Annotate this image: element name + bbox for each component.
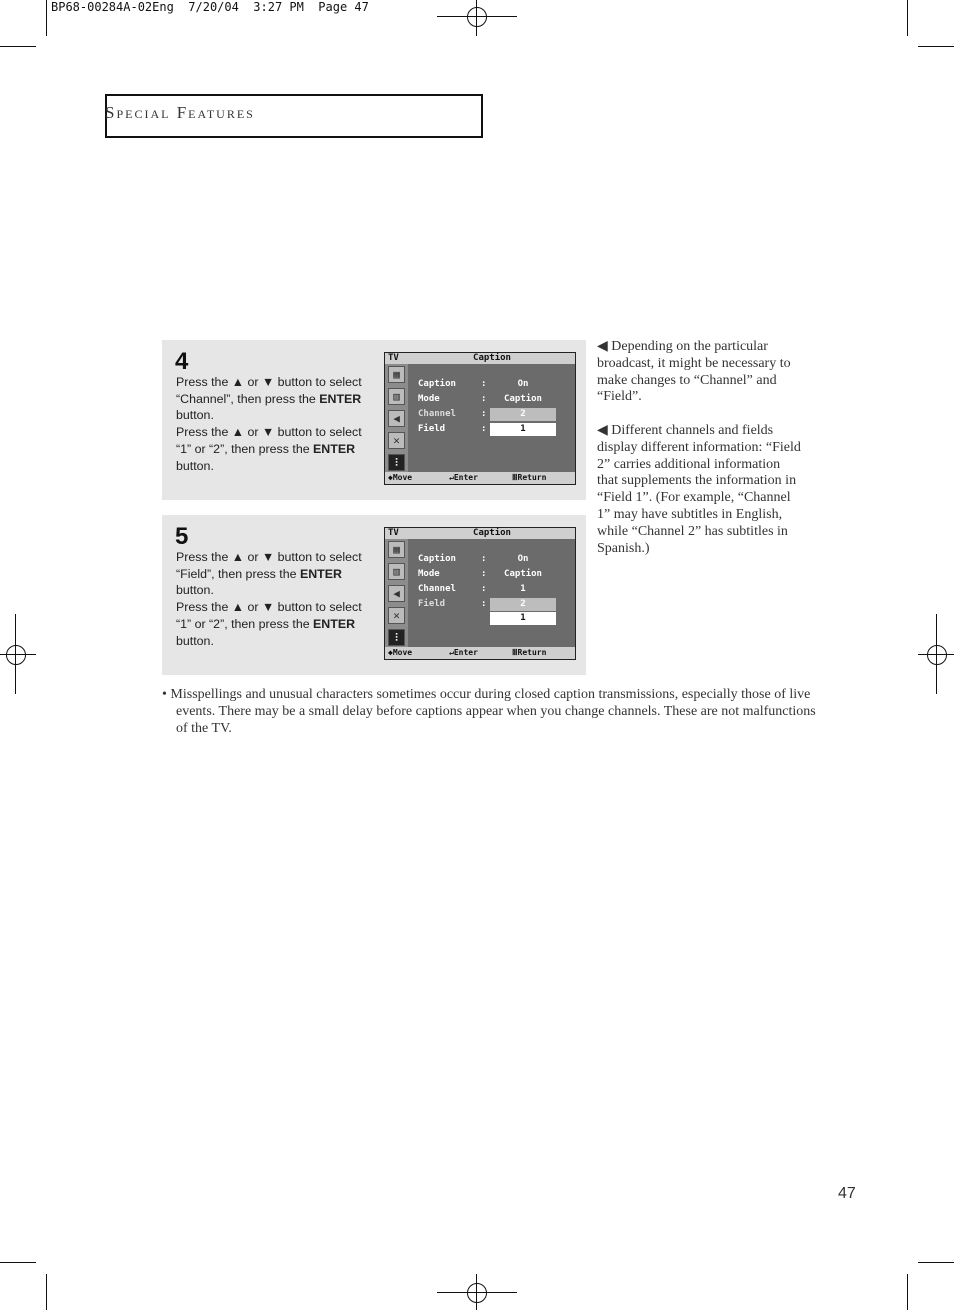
osd-row-label: Mode xyxy=(418,569,440,579)
osd-row-label: Caption xyxy=(418,379,456,389)
osd-row-label: Mode xyxy=(418,394,440,404)
osd-enter-hint: ↵Enter xyxy=(449,648,478,657)
registration-line xyxy=(437,1292,517,1293)
osd-colon: : xyxy=(481,409,487,419)
setup-icon[interactable]: ⫶ xyxy=(388,629,405,646)
osd-tv-label: TV xyxy=(388,353,399,363)
registration-line xyxy=(936,614,937,694)
osd-title: Caption xyxy=(473,528,511,538)
osd-move-hint: ◆Move xyxy=(388,473,413,482)
osd-row-value: Caption xyxy=(504,569,542,579)
crop-mark xyxy=(907,1274,908,1310)
sound-icon[interactable]: ◀ xyxy=(388,410,405,427)
side-note: ◀ Depending on the particular broadcast, it might be necessary to make changes to “Channel” and “Field”. xyxy=(597,339,791,405)
section-heading xyxy=(0,94,480,134)
osd-footer xyxy=(385,472,575,484)
crop-mark xyxy=(0,1262,36,1263)
registration-mark xyxy=(927,645,947,665)
side-note: ◀ Different channels and fields display different information: “Field 2” carries additional information that supplements the information in “Field 1”. (For example, “Channel 1” may have subtitles in English, while “Channel 2” has subtitles in Spanish.) xyxy=(597,423,801,556)
registration-line xyxy=(476,1274,477,1310)
registration-mark xyxy=(467,1283,487,1303)
print-slug: BP68-00284A-02Eng 7/20/04 3:27 PM Page 47 xyxy=(51,0,369,14)
sound-icon[interactable]: ◀ xyxy=(388,585,405,602)
registration-line xyxy=(476,0,477,36)
osd-row-label: Field xyxy=(418,424,446,434)
crop-mark xyxy=(46,1274,47,1310)
picture-icon[interactable]: ▥ xyxy=(388,388,405,405)
registration-mark xyxy=(467,7,487,27)
osd-row-value: On xyxy=(517,554,529,564)
picture-icon[interactable]: ▥ xyxy=(388,563,405,580)
osd-colon: : xyxy=(481,424,487,434)
crop-mark xyxy=(907,0,908,36)
osd-row-label: Channel xyxy=(418,409,456,419)
instruction-line: Press the ▲ or ▼ button to select “1” or “2”, then press the ENTER button. xyxy=(176,425,362,473)
instruction-line: Press the ▲ or ▼ button to select “Field”, then press the ENTER button. xyxy=(176,550,362,598)
setup-icon[interactable]: ⫶ xyxy=(388,454,405,471)
osd-title: Caption xyxy=(473,353,511,363)
osd-row-value-selected[interactable]: 2 xyxy=(520,409,526,419)
osd-title-bar xyxy=(385,528,575,539)
osd-title-bar xyxy=(385,353,575,364)
crop-mark xyxy=(0,46,36,47)
osd-colon: : xyxy=(481,379,487,389)
input-icon[interactable]: ▦ xyxy=(388,541,405,558)
step-instructions xyxy=(176,374,371,474)
step-panel-5 xyxy=(162,515,586,675)
osd-sidebar xyxy=(385,539,408,647)
crop-mark xyxy=(918,1262,954,1263)
osd-sidebar xyxy=(385,364,408,472)
bullet-note: • Misspellings and unusual characters sometimes occur during closed caption transmissions, especially those of live events. There may be a small delay before captions appear when you change channels. These are not malfunctions of the TV. xyxy=(162,687,816,736)
registration-line xyxy=(0,654,36,655)
registration-mark xyxy=(6,645,26,665)
step-instructions xyxy=(176,549,371,649)
osd-return-hint: ⅢReturn xyxy=(512,473,547,482)
channel-icon[interactable]: ✕ xyxy=(388,432,405,449)
osd-option-value[interactable]: 1 xyxy=(520,613,526,623)
osd-colon: : xyxy=(481,599,487,609)
osd-footer xyxy=(385,647,575,659)
osd-row-value: Caption xyxy=(504,394,542,404)
crop-mark xyxy=(918,46,954,47)
osd-row-value: 1 xyxy=(520,584,526,594)
osd-colon: : xyxy=(481,584,487,594)
page-number: 47 xyxy=(838,1185,856,1202)
osd-caption-menu xyxy=(384,527,576,660)
osd-row-label: Caption xyxy=(418,554,456,564)
registration-line xyxy=(15,614,16,694)
osd-return-hint: ⅢReturn xyxy=(512,648,547,657)
osd-colon: : xyxy=(481,554,487,564)
section-title: Special Features xyxy=(105,103,255,122)
osd-row-label: Field xyxy=(418,599,446,609)
instruction-line: Press the ▲ or ▼ button to select “1” or “2”, then press the ENTER button. xyxy=(176,600,362,648)
osd-colon: : xyxy=(481,394,487,404)
step-panel-4 xyxy=(162,340,586,500)
input-icon[interactable]: ▦ xyxy=(388,366,405,383)
step-number: 4 xyxy=(175,348,189,375)
osd-caption-menu xyxy=(384,352,576,485)
osd-row-value: On xyxy=(517,379,529,389)
instruction-line: Press the ▲ or ▼ button to select “Channel”, then press the ENTER button. xyxy=(176,375,362,423)
osd-colon: : xyxy=(481,569,487,579)
osd-move-hint: ◆Move xyxy=(388,648,413,657)
step-number: 5 xyxy=(175,523,189,550)
osd-row-value-selected[interactable]: 2 xyxy=(520,599,526,609)
crop-mark xyxy=(46,0,47,36)
osd-tv-label: TV xyxy=(388,528,399,538)
channel-icon[interactable]: ✕ xyxy=(388,607,405,624)
osd-enter-hint: ↵Enter xyxy=(449,473,478,482)
osd-row-label: Channel xyxy=(418,584,456,594)
registration-line xyxy=(437,16,517,17)
osd-row-value[interactable]: 1 xyxy=(520,424,526,434)
